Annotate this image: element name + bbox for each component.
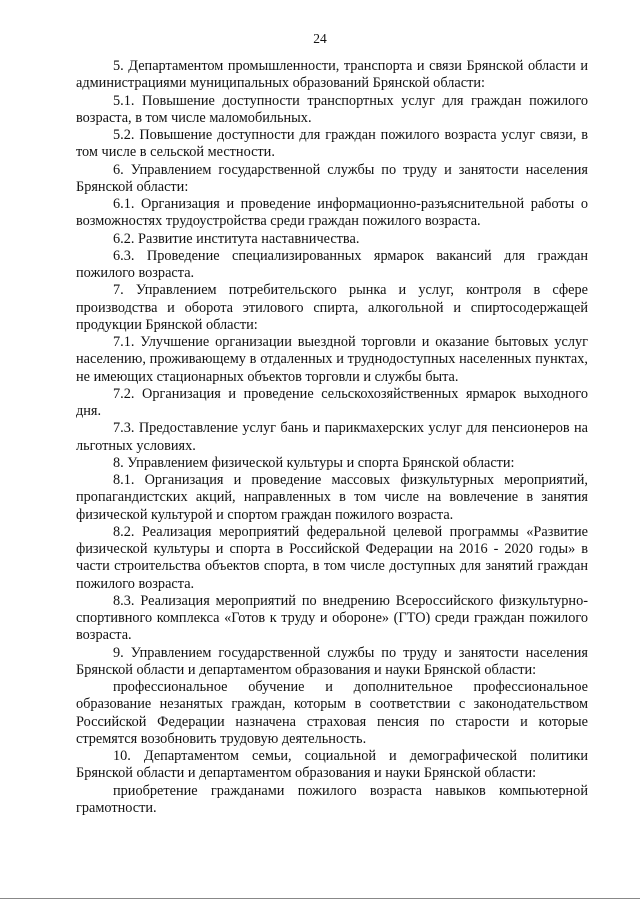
document-body — [76, 58, 588, 817]
paragraph-6-2: 6.2. Развитие института наставничества. — [113, 230, 360, 247]
paragraph-8-1: 8.1. Организация и проведение массовых физкультурных мероприятий, пропагандистских акций, направленных в том числе на вовлечение в занятия физической культурой и спортом граждан пожилого возраста. — [76, 472, 588, 523]
paragraph-6-1: 6.1. Организация и проведение информационно-разъяснительной работы о возможностях трудоустройства среди граждан пожилого возраста. — [76, 196, 588, 230]
page-bottom-edge — [0, 898, 640, 899]
paragraph-9-item: профессиональное обучение и дополнительное профессиональное образование незанятых граждан, которым в соответствии с законодательством Российской Федерации назначена страховая пенсия по старости и которые стремятся возобновить трудовую деятельность. — [76, 679, 588, 747]
paragraph-8-2: 8.2. Реализация мероприятий федеральной целевой программы «Развитие физической культуры и спорта в Российской Федерации на 2016 - 2020 годы» в части строительства объектов спорта, в том числе доступных для занятий граждан пожилого возраста. — [76, 523, 588, 592]
paragraph-8: 8. Управлением физической культуры и спорта Брянской области: — [113, 454, 515, 471]
paragraph-5: 5. Департаментом промышленности, транспорта и связи Брянской области и администрациями муниципальных образований Брянской области: — [76, 58, 588, 92]
paragraph-7-2: 7.2. Организация и проведение сельскохозяйственных ярмарок выходного дня. — [76, 385, 588, 419]
paragraph-9: 9. Управлением государственной службы по труду и занятости населения Брянской области и департаментом образования и науки Брянской области: — [76, 644, 588, 678]
paragraph-7-1: 7.1. Улучшение организации выездной торговли и оказание бытовых услуг населению, проживающему в отдаленных и труднодоступных населенных пунктах, не имеющих стационарных объектов торговли и службы быта. — [76, 334, 588, 385]
paragraph-10: 10. Департаментом семьи, социальной и демографической политики Брянской области и департаментом образования и науки Брянской области: — [76, 748, 588, 782]
paragraph-6: 6. Управлением государственной службы по труду и занятости населения Брянской области: — [76, 161, 588, 195]
paragraph-5-2: 5.2. Повышение доступности для граждан пожилого возраста услуг связи, в том числе в сельской местности. — [76, 127, 588, 161]
paragraph-7: 7. Управлением потребительского рынка и услуг, контроля в сфере производства и оборота этилового спирта, алкогольной и спиртосодержащей продукции Брянской области: — [76, 282, 588, 333]
paragraph-8-3: 8.3. Реализация мероприятий по внедрению Всероссийского физкультурно-спортивного комплекса «Готов к труду и обороне» (ГТО) среди граждан пожилого возраста. — [76, 592, 588, 644]
paragraph-7-3: 7.3. Предоставление услуг бань и парикмахерских услуг для пенсионеров на льготных условиях. — [76, 420, 588, 454]
paragraph-5-1: 5.1. Повышение доступности транспортных услуг для граждан пожилого возраста, в том числе маломобильных. — [76, 92, 588, 126]
paragraph-10-item: приобретение гражданами пожилого возраста навыков компьютерной грамотности. — [76, 782, 588, 816]
page-number: 24 — [313, 31, 327, 46]
paragraph-6-3: 6.3. Проведение специализированных ярмарок вакансий для граждан пожилого возраста. — [76, 247, 588, 281]
